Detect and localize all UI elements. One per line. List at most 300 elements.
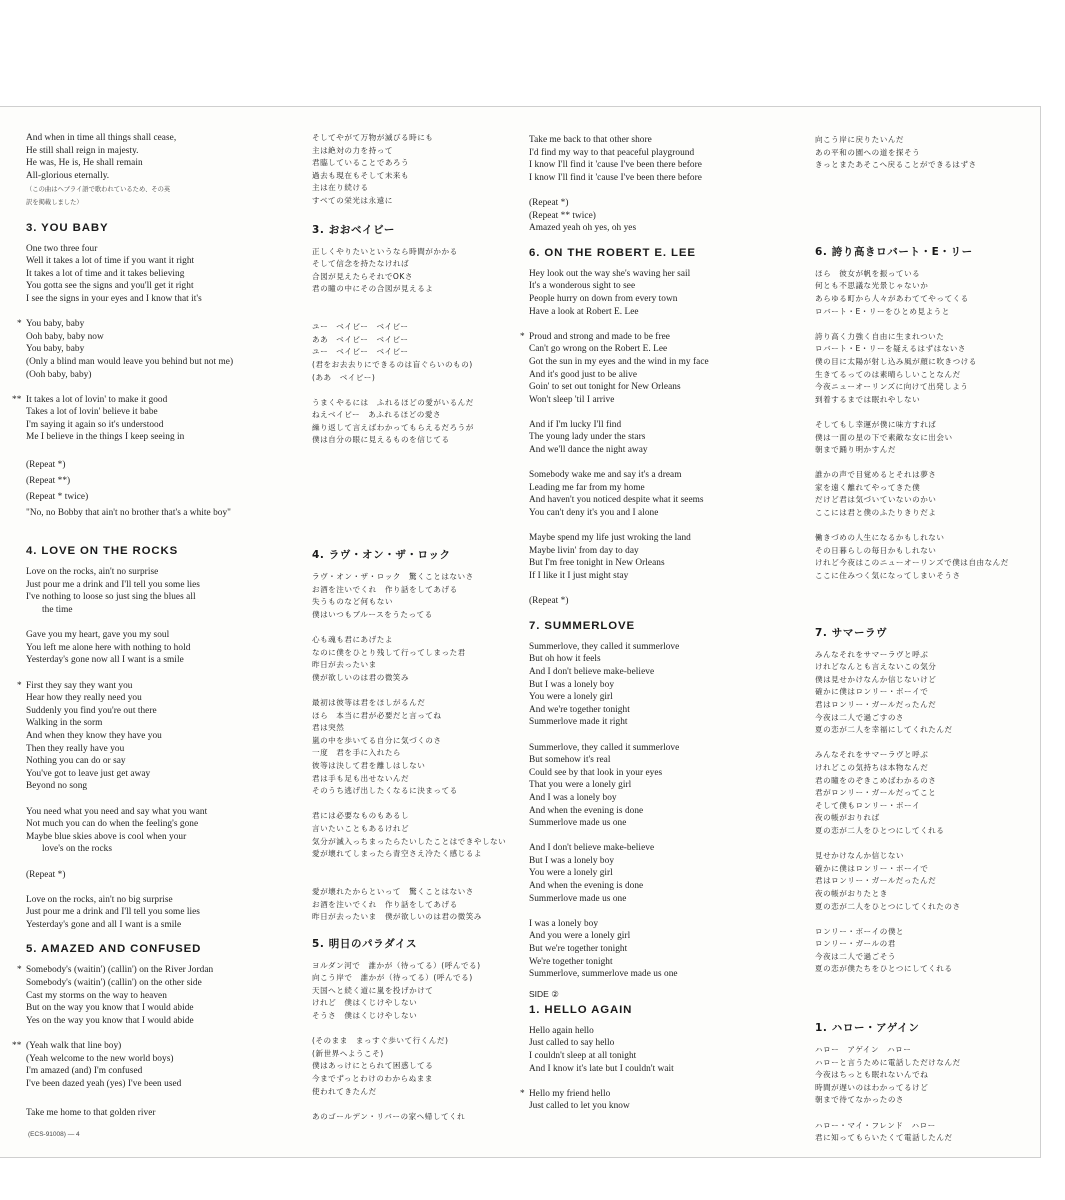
summerlove-jp-verse-1: [815, 649, 1030, 737]
lyric-line: 君はロンリー・ガールだったんだ: [815, 700, 937, 709]
lyric-line: You can't deny it's you and I alone: [529, 508, 659, 519]
lyric-line: ヨルダン河で 誰かが（待ってる）(呼んでる): [312, 960, 481, 970]
column-2: [312, 132, 517, 1123]
lyric-line: But I was a lonely boy: [529, 679, 615, 690]
lyric-line: Amazed yeah oh yes, oh yes: [529, 223, 637, 234]
lyric-line: 僕はいつもブルースをうたってる: [312, 609, 433, 619]
lyric-line: Just called to let you know: [529, 1101, 630, 1112]
lyric-line: 働きづめの人生になるかもしれない: [815, 533, 945, 543]
lyric-line: I'm saying it again so it's understood: [26, 419, 164, 430]
lyric-line: Hear how they really need you: [26, 693, 142, 704]
lyric-line: 僕は一面の星の下で素敵な女に出会い: [815, 432, 953, 442]
lyric-line: あの平和の園への道を探そう: [815, 147, 921, 157]
lyric-line: 心も魂も君にあげたよ: [312, 635, 393, 645]
lyric-line: It takes a lot of time and it takes believing: [26, 268, 185, 279]
lyric-line: 最初は彼等は君をほしがるんだ: [312, 698, 426, 707]
love-on-rocks-verse-2: [26, 629, 291, 667]
robert-e-lee-verse-5: [529, 532, 799, 582]
lyric-line: And haven't you noticed despite what it seems: [529, 495, 704, 506]
lyric-line: And if I'm lucky I'll find: [529, 419, 622, 430]
lyric-line: (Only a blind man would leave you behind but not me): [26, 356, 234, 367]
lyric-line: That you were a lonely girl: [529, 780, 632, 791]
lyric-line: 君の瞳の中にその合図が見えるよ: [312, 284, 434, 294]
lyric-line: けれどこの気持ちは本物なんだ: [815, 762, 929, 772]
lyric-line: (Repeat *): [26, 459, 66, 470]
lyric-line: And I was a lonely boy: [529, 792, 617, 803]
lyric-line: (Repeat *): [529, 197, 569, 208]
lyric-line: 愛が壊れたからといって 驚くことはないさ: [312, 886, 474, 896]
lyric-line: Won't sleep 'til I arrive: [529, 394, 615, 405]
robert-e-lee-verse-3: [529, 419, 799, 457]
lyric-line: お酒を注いでくれ 作り話をしてあげる: [312, 584, 458, 594]
lyric-line: 今までずっとわけのわからぬまま: [312, 1074, 433, 1084]
song-title-hello-again: 1. HELLO AGAIN: [529, 1003, 633, 1016]
lyric-line: Take me back to that other shore: [529, 135, 652, 145]
robert-e-lee-verse-4: [529, 469, 799, 519]
song-title-robert-e-lee-jp: 6. 誇り高きロバート・E・リー: [815, 245, 973, 258]
you-baby-verse-1: [26, 243, 291, 306]
lyric-line: And when the evening is done: [529, 881, 644, 892]
lyric-line: 朝まで踊り明かすんだ: [815, 445, 896, 455]
lyric-line: ロンリー・ガールの君: [815, 939, 896, 949]
col4-intro: [815, 134, 1030, 172]
lyric-line: 君に知ってもらいたくて電話したんだ: [815, 1133, 953, 1143]
lyric-line: Ooh baby, baby now: [26, 331, 104, 342]
lyric-line: Proud and strong and made to be free: [529, 331, 670, 342]
lyric-line: そして僕もロンリー・ボーイ: [815, 800, 921, 810]
col2-intro: [312, 132, 517, 208]
repeat-marker: *: [520, 331, 525, 342]
lyric-line: All-glorious eternally.: [26, 170, 110, 181]
lyric-line: Yesterday's gone now all I want is a smile: [26, 655, 184, 666]
lyric-line: 僕は自分の眼に見えるものを信じてる: [312, 435, 450, 445]
lyric-line: You left me alone here with nothing to hold: [26, 642, 191, 653]
lyric-line: Yesterday's gone and all I want is a smile: [26, 919, 182, 930]
lyric-line: Walking in the sorm: [26, 718, 103, 729]
lyric-line: あのゴールデン・リバーの家へ帰してくれ: [312, 1111, 466, 1121]
lyric-line: ロバート・E・リーを疑えるはずはないさ: [815, 344, 966, 354]
lyric-line: Maybe blue skies above is cool when your: [26, 831, 187, 842]
lyric-line: And we're together tonight: [529, 704, 630, 715]
lyric-line: （この曲はヘブライ語で歌われているため、その英: [26, 186, 171, 194]
amazed-verse-2: [12, 1040, 291, 1090]
lyric-line: ロバート・E・リーをひとめ見ようと: [815, 306, 950, 316]
lyric-line: love's on the rocks: [42, 844, 113, 855]
love-rock-jp-verse-2: [312, 634, 517, 684]
lyric-line: そしてやがて万物が滅びる時にも: [312, 133, 434, 142]
lyric-line: I've been dazed yeah (yes) I've been used: [26, 1078, 182, 1089]
lyric-line: 嵐の中を歩いてる自分に気づくのさ: [312, 735, 442, 745]
lyric-line: And when in time all things shall cease,: [26, 133, 177, 143]
robert-e-lee-jp-verse-2: [815, 331, 1030, 407]
lyric-line: Summerlove made us one: [529, 893, 627, 904]
column-3: [520, 134, 799, 1113]
lyric-line: ああ ベイビー ベイビー: [312, 334, 409, 344]
lyric-line: Nothing you can do or say: [26, 756, 126, 767]
lyric-line: そしてもし幸運が僕に味方すれば: [815, 419, 937, 429]
repeat-marker: *: [17, 680, 22, 691]
lyric-line: You were a lonely girl: [529, 692, 613, 703]
love-on-rocks-verse-1: [26, 566, 291, 616]
lyric-line: 彼等は決して君を離しはしない: [312, 760, 426, 770]
lyric-line: みんなそれをサマーラヴと呼ぶ: [815, 750, 929, 760]
summerlove-verse-3: [529, 842, 799, 905]
lyric-line: 朝まで待てなかったのさ: [815, 1095, 905, 1105]
lyric-line: 向こう岸で 誰かが（待ってる）(呼んでる): [312, 973, 473, 983]
love-rock-jp-verse-3: [312, 697, 517, 798]
lyric-line: ハローと言うために電話しただけなんだ: [815, 1057, 961, 1067]
oh-baby-jp-chorus: [312, 321, 517, 384]
lyric-line: (Repeat **): [26, 475, 71, 486]
lyric-line: (Yeah welcome to the new world boys): [26, 1053, 174, 1064]
catalog-number: (ECS-91008) — 4: [28, 1131, 80, 1138]
lyric-line: Summerlove made it right: [529, 717, 628, 728]
lyric-line: 今夜は二人で過ごそう: [815, 951, 896, 961]
lyric-line: ここに住みつく気になってしまいそうさ: [815, 571, 961, 581]
repeat-marker: *: [17, 965, 22, 976]
lyric-line: People hurry on down from every town: [529, 293, 678, 304]
lyric-line: 正しくやりたいというなら時間がかかる: [312, 246, 458, 256]
lyric-line: Somebody's (waitin') (callin') on the other side: [26, 978, 202, 989]
lyric-line: 今夜は二人で過ごすのさ: [815, 712, 905, 722]
lyric-line: We're together tonight: [529, 956, 613, 967]
summerlove-jp-verse-2: [815, 749, 1030, 837]
lyric-line: Hey look out the way she's waving her sail: [529, 268, 691, 279]
lyric-line: One two three four: [26, 243, 98, 254]
lyric-line: その日暮らしの毎日かもしれない: [815, 545, 937, 555]
lyric-line: 僕の目に太陽が射し込み風が顔に吹きつける: [815, 356, 977, 366]
lyric-line: ロンリー・ボーイの僕と: [815, 926, 905, 936]
lyric-line: It takes a lot of lovin' to make it good: [26, 394, 168, 405]
lyric-line: Leading me far from my home: [529, 482, 645, 493]
lyric-line: Suddenly you find you're out there: [26, 705, 157, 716]
song-title-love-on-rock-jp: 4. ラヴ・オン・ザ・ロック: [312, 549, 451, 562]
lyric-line: けれど 僕はくじけやしない: [312, 998, 418, 1008]
lyric-line: すべての栄光は永遠に: [312, 195, 393, 205]
lyric-line: Somebody's (waitin') (callin') on the River Jordan: [26, 965, 214, 976]
lyric-line: Just pour me a drink and I'll tell you some lies: [26, 907, 200, 918]
lyric-line: 夏の恋が二人を幸福にしてくれたんだ: [815, 725, 953, 735]
paradise-jp-verse-2: [312, 1035, 517, 1098]
lyric-line: 君は手も足も出せないんだ: [312, 773, 410, 783]
lyric-line: 君はロンリー・ガールだったんだ: [815, 876, 937, 886]
lyric-line: Just called to say hello: [529, 1038, 615, 1049]
lyric-line: 僕は見せかけなんか信じないけど: [815, 674, 937, 684]
lyric-line: 過去も現在もそして未来も: [312, 170, 410, 180]
lyric-line: Cast my storms on the way to heaven: [26, 990, 167, 1001]
lyric-line: 使われてきたんだ: [312, 1086, 377, 1096]
lyric-line: 夜の帳がおりれば: [815, 813, 880, 823]
lyric-line: 僕が欲しいのは君の微笑み: [312, 672, 410, 682]
amazed-verse-1: [17, 964, 291, 1027]
lyric-line: Hello my friend hello: [529, 1088, 611, 1099]
lyric-line: 誇り高く力強く自由に生まれついた: [815, 331, 945, 341]
lyric-line: I'd find my way to that peaceful playground: [529, 147, 695, 158]
paradise-jp-verse-1: [312, 960, 517, 1023]
robert-e-lee-jp-verse-5: [815, 532, 1030, 582]
lyric-line: 言いたいこともあるけれど: [312, 823, 410, 833]
lyric-line: And we'll dance the night away: [529, 445, 648, 456]
lyric-line: なのに僕をひとり残して行ってしまった君: [312, 647, 466, 657]
song-title-summerlove-jp: 7. サマーラヴ: [815, 626, 888, 639]
lyric-line: But we're together tonight: [529, 944, 628, 955]
lyric-line: Love on the rocks, ain't no big surprise: [26, 894, 173, 905]
lyric-line: And it's good just to be alive: [529, 369, 638, 380]
song-title-love-on-the-rocks: 4. LOVE ON THE ROCKS: [26, 545, 179, 558]
lyric-line: 時間が遅いのはわかってるけど: [815, 1082, 929, 1092]
lyric-line: 君は突然: [312, 723, 345, 733]
love-on-rocks-chorus: [17, 680, 291, 793]
lyric-line: 繰り返して言えばわかってもらえるだろうが: [312, 422, 474, 432]
lyric-line: 誰かの声で目覚めるとそれは夢さ: [815, 470, 937, 480]
lyric-line: けれどなんとも言えないこの気分: [815, 662, 937, 672]
lyric-line: Can't go wrong on the Robert E. Lee: [529, 344, 668, 355]
lyric-line: And when they know they have you: [26, 730, 162, 741]
lyric-line: But I was a lonely boy: [529, 855, 615, 866]
lyric-line: 昨日が去ったいま: [312, 660, 377, 670]
lyric-line: Hello again hello: [529, 1025, 594, 1036]
lyric-line: 僕はあっけにとられて困惑してる: [312, 1061, 434, 1071]
lyric-line: If I like it I just might stay: [529, 571, 629, 581]
lyric-line: (Repeat *): [529, 596, 569, 607]
lyric-line: Maybe livin' from day to day: [529, 545, 639, 556]
lyric-line: 君には必要なものもあるし: [312, 811, 410, 821]
song-title-summerlove: 7. SUMMERLOVE: [529, 619, 636, 632]
lyric-line: 今夜はちっとも眠れないんでね: [815, 1070, 929, 1080]
lyric-line: そうさ 僕はくじけやしない: [312, 1011, 418, 1021]
robert-e-lee-jp-verse-1: [815, 268, 1030, 318]
lyric-line: 主は絶対の力を持って: [312, 145, 393, 155]
lyric-line: Could see by that look in your eyes: [529, 767, 663, 778]
lyric-line: 君臨していることであろう: [312, 158, 410, 168]
lyric-line: 訳を掲載しました）: [26, 198, 83, 206]
robert-e-lee-jp-verse-4: [815, 469, 1030, 519]
lyric-line: (Repeat *): [26, 869, 66, 880]
love-rock-jp-verse-5: [312, 886, 517, 924]
lyric-line: みんなそれをサマーラヴと呼ぶ: [815, 649, 929, 659]
lyric-line: Just pour me a drink and I'll tell you some lies: [26, 579, 200, 590]
lyric-line: 到着するまでは眠れやしない: [815, 394, 921, 404]
lyric-line: But I'm free tonight in New Orleans: [529, 558, 665, 569]
lyric-line: And I don't believe make-believe: [529, 843, 655, 854]
love-on-rocks-repeat: [26, 869, 291, 882]
robert-e-lee-jp-verse-3: [815, 419, 1030, 457]
song-title-oh-baby-jp: 3. おおベイビー: [312, 223, 395, 236]
lyric-line: You gotta see the signs and you'll get it right: [26, 281, 194, 292]
hello-again-verse-1: [529, 1025, 799, 1075]
lyric-line: 愛が壊れてしまったら青空さえ冷たく感じるよ: [312, 849, 482, 859]
lyric-line: It's a wonderous sight to see: [529, 281, 636, 292]
lyric-line: Beyond no song: [26, 781, 88, 792]
robert-e-lee-chorus: [520, 331, 799, 407]
lyric-line: 見せかけなんか信じない: [815, 851, 905, 861]
lyric-line: 家を遠く離れてやってきた僕: [815, 482, 921, 492]
lyric-line: 失うものなど何もない: [312, 597, 393, 607]
lyric-line: You've got to leave just get away: [26, 768, 151, 779]
lyric-line: You baby, baby: [26, 344, 85, 355]
lyric-line: そして信念を持たなければ: [312, 259, 410, 269]
lyric-line: And I know it's late but I couldn't wait: [529, 1063, 674, 1074]
lyric-line: Have a look at Robert E. Lee: [529, 306, 639, 317]
lyric-line: But oh how it feels: [529, 654, 601, 665]
lyric-line: (そのまま まっすぐ歩いて行くんだ): [312, 1036, 449, 1046]
lyric-line: (Ooh baby, baby): [26, 369, 92, 380]
song-title-hello-again-jp: 1. ハロー・アゲイン: [815, 1022, 920, 1035]
lyric-line: ユー ベイビー ベイビー: [312, 347, 409, 357]
column-4: [815, 134, 1030, 1145]
robert-e-lee-repeat: [529, 595, 799, 608]
lyric-line: Summerlove, they called it summerlove: [529, 742, 680, 753]
lyric-line: Then they really have you: [26, 743, 125, 754]
lyric-line: 合図が見えたらそれでOKさ: [312, 271, 413, 281]
lyric-line: 確かに僕はロンリー・ボーイで: [815, 687, 929, 697]
lyric-line: 確かに僕はロンリー・ボーイで: [815, 863, 929, 873]
lyric-line: Not much you can do when the feeling's gone: [26, 819, 199, 830]
lyric-line: And you were a lonely girl: [529, 931, 631, 942]
lyric-line: ほら 彼女が帆を振っている: [815, 268, 921, 278]
lyric-line: He was, He is, He shall remain: [26, 158, 143, 169]
lyric-line: 生きてるってのは素晴らしいことなんだ: [815, 369, 961, 379]
repeat-marker: *: [520, 1088, 525, 1099]
translation-note: [26, 184, 291, 209]
lyric-line: 夏の恋が僕たちをひとつにしてくれる: [815, 964, 953, 974]
song-title-paradise-jp: 5. 明日のパラダイス: [312, 937, 418, 950]
summerlove-verse-4: [529, 918, 799, 981]
lyric-line: But somehow it's real: [529, 755, 611, 766]
side-label: SIDE ②: [529, 988, 559, 999]
lyric-line: 昨日が去ったいま 僕が欲しいのは君の微笑み: [312, 912, 482, 922]
you-baby-chorus-double-star: [12, 394, 291, 444]
lyric-line: けれど今夜はこのニューオーリンズで僕は自由なんだ: [815, 558, 1009, 568]
lyric-line: ラヴ・オン・ザ・ロック 驚くことはないさ: [312, 572, 474, 582]
hello-again-chorus: [520, 1088, 799, 1113]
lyric-line: 向こう岸に戻りたいんだ: [815, 135, 905, 144]
lyric-line: ユー ベイビー ベイビー: [312, 322, 409, 332]
lyric-line: Somebody wake me and say it's a dream: [529, 470, 682, 481]
lyric-line: お酒を注いでくれ 作り話をしてあげる: [312, 899, 458, 909]
lyric-line: 夜の帳がおりたとき: [815, 888, 888, 898]
lyric-line: ハロー・マイ・フレンド ハロー: [815, 1120, 936, 1130]
lyric-line: You were a lonely girl: [529, 868, 613, 879]
lyric-line: You baby, baby: [26, 319, 85, 330]
lyric-line: ねえベイビー あふれるほどの愛さ: [312, 410, 442, 420]
lyric-line: (Repeat ** twice): [529, 210, 596, 221]
song-title-robert-e-lee: 6. ON THE ROBERT E. LEE: [529, 246, 696, 259]
paradise-jp-verse-3: [312, 1111, 517, 1124]
robert-e-lee-verse-1: [529, 268, 799, 318]
lyric-line: ここには君と僕のふたりきりだよ: [815, 508, 937, 518]
lyric-line: "No, no Bobby that ain't no brother that's a white boy": [26, 507, 232, 518]
lyric-line: Goin' to set out tonight for New Orleans: [529, 382, 681, 393]
lyric-line: 今夜ニューオーリンズに向けて出発しよう: [815, 382, 969, 392]
lyric-line: Me I believe in the things I keep seeing in: [26, 432, 185, 443]
col1-intro: [26, 132, 291, 182]
hello-again-jp-verse-2: [815, 1120, 1030, 1145]
lyric-line: First they say they want you: [26, 680, 133, 691]
lyric-line: I'm amazed (and) I'm confused: [26, 1066, 143, 1077]
lyric-line: Gave you my heart, gave you my soul: [26, 630, 170, 641]
oh-baby-jp-verse-3: [312, 397, 517, 447]
lyric-line: And I don't believe make-believe: [529, 666, 655, 677]
lyric-line: And when the evening is done: [529, 805, 644, 816]
lyric-line: 夏の恋が二人をひとつにしてくれたのさ: [815, 901, 961, 911]
lyric-line: きっとまたあそこへ戻ることができるはずさ: [815, 160, 977, 170]
lyric-line: Yes on the way you know that I would abide: [26, 1015, 194, 1026]
lyric-line: 天国へと続く道に嵐を投げかけて: [312, 985, 434, 995]
lyric-line: Maybe spend my life just wroking the land: [529, 533, 691, 544]
lyric-line: I know I'll find it 'cause I've been there before: [529, 160, 702, 171]
lyric-line: He still shall reign in majesty.: [26, 145, 139, 156]
lyric-line: 君がロンリー・ガールだってこと: [815, 788, 937, 798]
lyric-line: The young lady under the stars: [529, 432, 646, 443]
love-on-rocks-verse-6: [26, 894, 291, 932]
amazed-verse-3: [26, 1107, 291, 1120]
lyric-line: Summerlove made us one: [529, 818, 627, 829]
lyric-line: 何とも不思議な光景じゃないか: [815, 281, 929, 291]
lyric-line: 君の瞳をのぞきこめばわかるのさ: [815, 775, 937, 785]
summerlove-verse-1: [529, 641, 799, 729]
lyric-line: I couldn't sleep at all tonight: [529, 1051, 637, 1061]
summerlove-jp-verse-4: [815, 926, 1030, 976]
love-on-rocks-verse-4: [26, 806, 291, 856]
lyric-line: (Repeat * twice): [26, 491, 89, 502]
column-1: [12, 132, 291, 1120]
love-rock-jp-verse-1: [312, 571, 517, 621]
lyric-line: (Yeah walk that line boy): [26, 1041, 122, 1052]
summerlove-jp-verse-3: [815, 850, 1030, 913]
repeat-marker: **: [12, 1041, 22, 1052]
lyric-line: Got the sun in my eyes and the wind in my face: [529, 356, 709, 367]
summerlove-verse-2: [529, 742, 799, 830]
hello-again-jp-verse-1: [815, 1044, 1030, 1107]
lyric-line: Love on the rocks, ain't no surprise: [26, 567, 159, 578]
lyric-line: (君をお去去りにできるのは盲ぐらいのもの): [312, 359, 473, 369]
repeat-marker: **: [12, 394, 22, 405]
col3-intro-repeats: [529, 197, 799, 235]
song-title-you-baby: 3. YOU BABY: [26, 221, 109, 234]
lyric-line: I know I'll find it 'cause I've been there before: [529, 172, 702, 183]
lyric-line: But on the way you know that I would abide: [26, 1003, 194, 1014]
lyric-line: Summerlove, they called it summerlove: [529, 641, 680, 652]
lyric-line: 主は在り続ける: [312, 183, 369, 193]
lyric-line: I've nothing to loose so just sing the blues all: [26, 592, 196, 603]
repeat-marker: *: [17, 319, 22, 330]
lyric-line: Summerlove, summerlove made us one: [529, 969, 678, 980]
lyric-line: I was a lonely boy: [529, 918, 599, 929]
lyric-line: あらゆる町から人々があわててやってくる: [815, 293, 969, 303]
lyric-line: (ああ ベイビー): [312, 372, 376, 382]
lyric-line: そのうち逃げ出したくなるに決まってる: [312, 786, 458, 796]
lyric-line: the time: [42, 605, 73, 616]
lyric-line: Well it takes a lot of time if you want it right: [26, 256, 195, 267]
song-title-amazed-and-confused: 5. AMAZED AND CONFUSED: [26, 943, 202, 956]
lyric-line: ハロー アゲイン ハロー: [815, 1045, 912, 1055]
col3-intro: [529, 134, 799, 184]
lyric-line: (新世界へようこそ): [312, 1048, 384, 1058]
lyric-line: Takes a lot of lovin' believe it babe: [26, 407, 158, 418]
lyric-line: 一度 君を手に入れたら: [312, 748, 402, 758]
love-rock-jp-verse-4: [312, 810, 517, 860]
lyric-line: 夏の恋が二人をひとつにしてくれる: [815, 825, 945, 835]
you-baby-chorus-star: [17, 318, 291, 381]
lyric-line: 気分が滅入っちまったらたいしたことはできやしない: [312, 836, 507, 846]
lyric-line: You need what you need and say what you want: [26, 806, 208, 817]
oh-baby-jp-verse-1: [312, 246, 517, 296]
lyric-line: ほら 本当に君が必要だと言ってね: [312, 710, 442, 720]
lyric-line: だけど君は気づいていないのかい: [815, 495, 937, 505]
lyric-line: うまくやるには ふれるほどの愛がいるんだ: [312, 397, 474, 407]
you-baby-repeats: [26, 457, 291, 521]
